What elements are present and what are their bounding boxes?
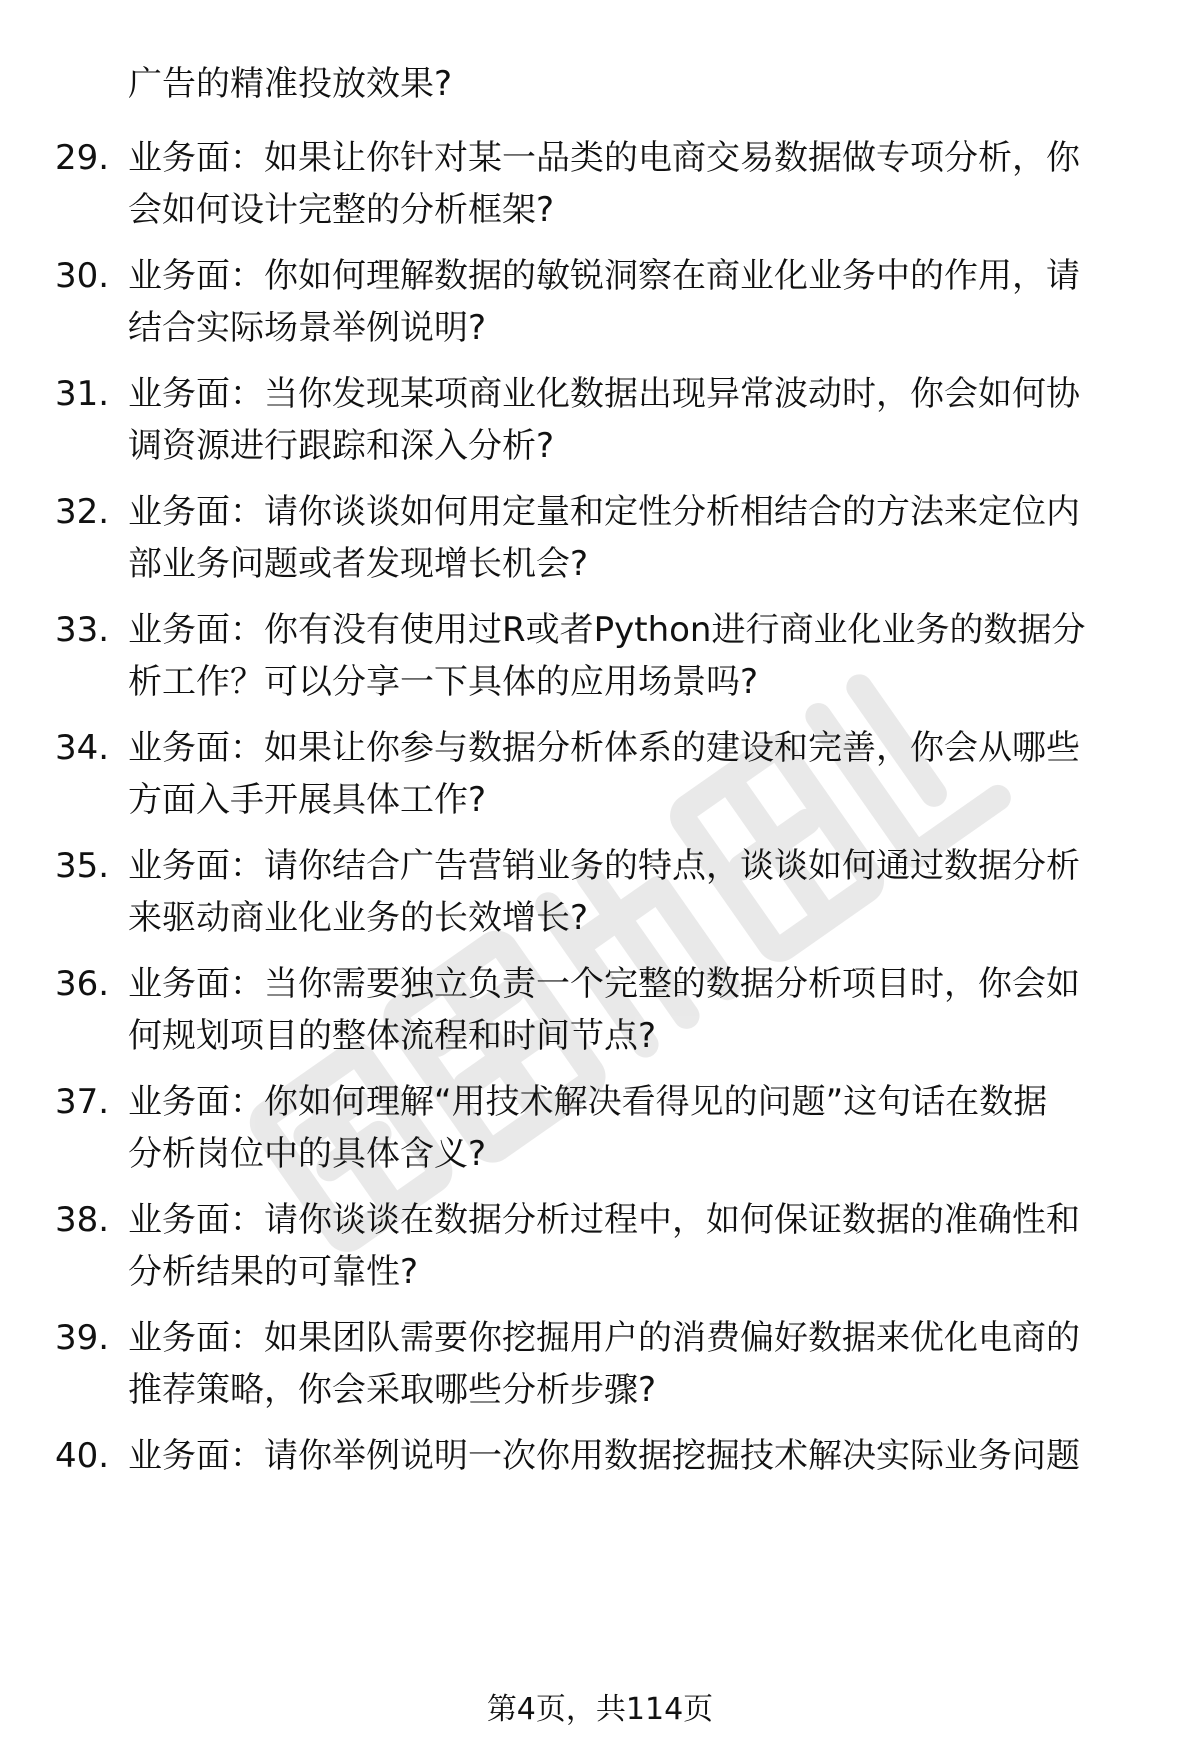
question-item-37 <box>0 1076 1200 1186</box>
question-number: 29. <box>55 138 110 178</box>
question-item-36 <box>0 958 1200 1068</box>
question-line: 部业务问题或者发现增长机会? <box>128 544 589 584</box>
question-item-31 <box>0 368 1200 478</box>
question-number: 31. <box>55 374 110 414</box>
question-item-29 <box>0 132 1200 242</box>
question-item-34 <box>0 722 1200 832</box>
question-number: 30. <box>55 256 110 296</box>
question-line: 推荐策略，你会采取哪些分析步骤? <box>128 1370 657 1410</box>
question-text <box>128 250 1138 354</box>
question-text <box>128 840 1138 944</box>
question-line: 分析岗位中的具体含义? <box>128 1134 487 1174</box>
question-number: 32. <box>55 492 110 532</box>
question-number: 33. <box>55 610 110 650</box>
continued-text: 广告的精准投放效果? <box>128 64 453 104</box>
question-line: 析工作？可以分享一下具体的应用场景吗? <box>128 662 759 702</box>
question-line: 方面入手开展具体工作? <box>128 780 487 820</box>
question-text <box>128 132 1138 236</box>
question-line: 业务面：当你发现某项商业化数据出现异常波动时，你会如何协 <box>128 374 1080 414</box>
question-item-39 <box>0 1312 1200 1422</box>
question-text <box>128 958 1138 1062</box>
question-text <box>128 368 1138 472</box>
question-number: 37. <box>55 1082 110 1122</box>
question-number: 39. <box>55 1318 110 1358</box>
question-text <box>128 1076 1138 1180</box>
question-line: 业务面：当你需要独立负责一个完整的数据分析项目时，你会如 <box>128 964 1080 1004</box>
question-line: 业务面：如果让你针对某一品类的电商交易数据做专项分析，你 <box>128 138 1080 178</box>
question-line: 业务面：请你结合广告营销业务的特点，谈谈如何通过数据分析 <box>128 846 1080 886</box>
question-line: 会如何设计完整的分析框架? <box>128 190 555 230</box>
question-text <box>128 604 1138 708</box>
question-line: 调资源进行跟踪和深入分析? <box>128 426 555 466</box>
question-line: 分析结果的可靠性? <box>128 1252 419 1292</box>
question-line: 业务面：你有没有使用过R或者Python进行商业化业务的数据分 <box>128 610 1086 650</box>
question-text <box>128 486 1138 590</box>
question-number: 35. <box>55 846 110 886</box>
question-line: 业务面：你如何理解数据的敏锐洞察在商业化业务中的作用，请 <box>128 256 1080 296</box>
question-number: 36. <box>55 964 110 1004</box>
question-item-35 <box>0 840 1200 950</box>
question-item-33 <box>0 604 1200 714</box>
question-line: 结合实际场景举例说明? <box>128 308 487 348</box>
question-line: 业务面：请你谈谈在数据分析过程中，如何保证数据的准确性和 <box>128 1200 1080 1240</box>
question-number: 34. <box>55 728 110 768</box>
question-line: 业务面：如果团队需要你挖掘用户的消费偏好数据来优化电商的 <box>128 1318 1080 1358</box>
question-item-32 <box>0 486 1200 596</box>
question-item-38 <box>0 1194 1200 1304</box>
question-item-30 <box>0 250 1200 360</box>
question-line: 业务面：如果让你参与数据分析体系的建设和完善，你会从哪些 <box>128 728 1080 768</box>
question-number: 38. <box>55 1200 110 1240</box>
question-item-40 <box>0 1430 1200 1490</box>
question-line: 何规划项目的整体流程和时间节点? <box>128 1016 657 1056</box>
question-text <box>128 1194 1138 1298</box>
question-text <box>128 722 1138 826</box>
question-number: 40. <box>55 1436 110 1476</box>
question-line: 业务面：请你举例说明一次你用数据挖掘技术解决实际业务问题 <box>128 1436 1080 1476</box>
question-text <box>128 1430 1138 1482</box>
question-text <box>128 1312 1138 1416</box>
page-number-footer: 第4页，共114页 <box>486 1692 714 1727</box>
question-line: 来驱动商业化业务的长效增长? <box>128 898 589 938</box>
question-line: 业务面：请你谈谈如何用定量和定性分析相结合的方法来定位内 <box>128 492 1080 532</box>
question-line: 业务面：你如何理解“用技术解决看得见的问题”这句话在数据 <box>128 1082 1048 1122</box>
